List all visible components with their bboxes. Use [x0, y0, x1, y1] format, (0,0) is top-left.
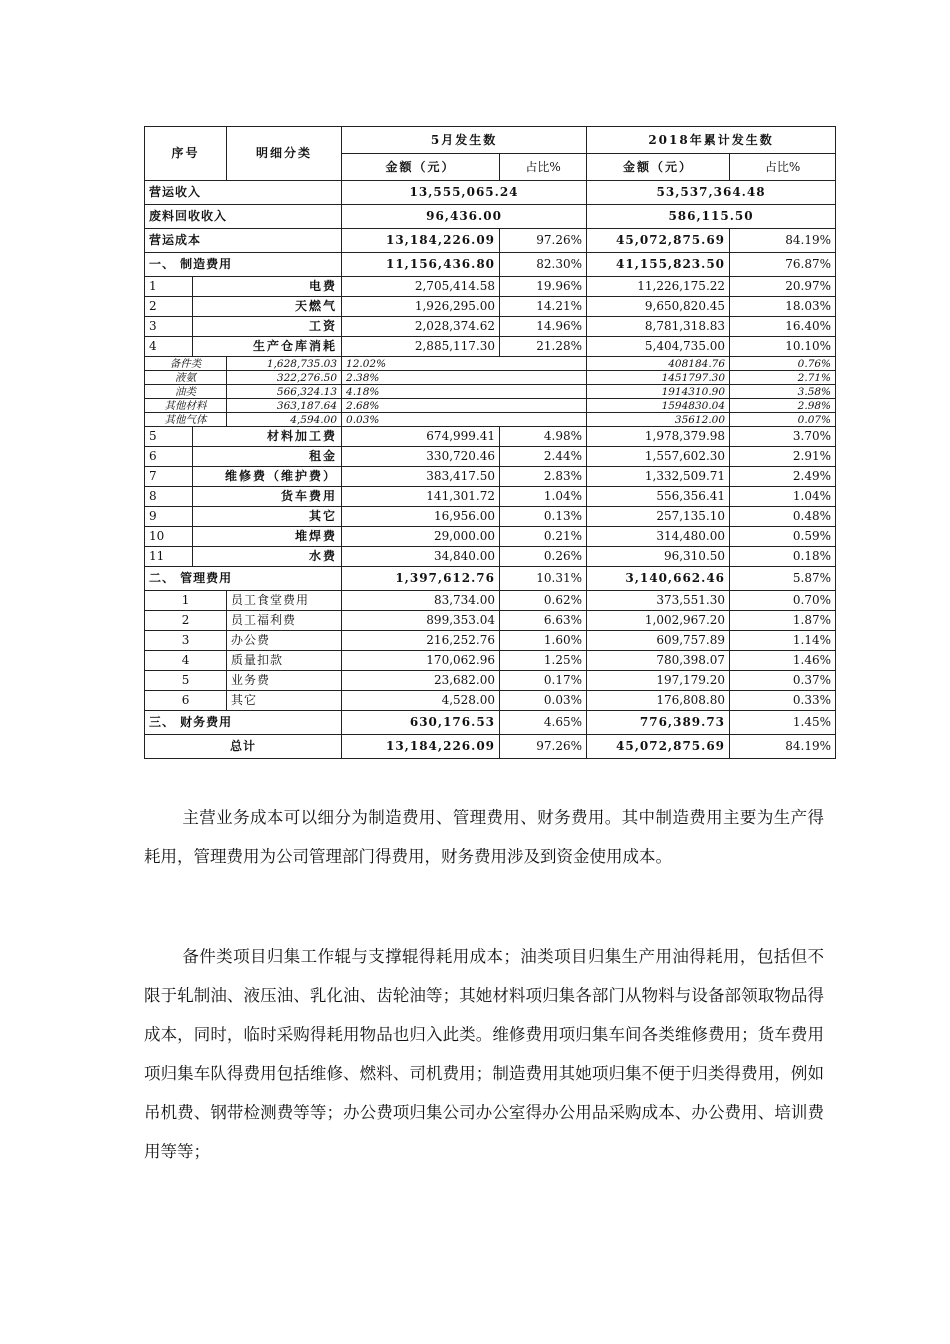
manufacturing-item-ytd-pct: 0.59%: [730, 527, 836, 547]
sub-item-name: 备件类: [145, 357, 227, 371]
manufacturing-item-may: 330,720.46: [342, 447, 500, 467]
header-may-amount: 金额（元）: [342, 154, 500, 181]
manufacturing-item-may-pct: 14.96%: [500, 317, 587, 337]
management-item-may: 4,528.00: [342, 691, 500, 711]
manufacturing-item-ytd: 257,135.10: [587, 507, 730, 527]
header-seq: 序号: [145, 127, 227, 181]
summary-label: 营运收入: [145, 181, 342, 205]
sub-item-row: [145, 413, 836, 427]
manufacturing-item-ytd: 1,332,509.71: [587, 467, 730, 487]
manufacturing-item-may-pct: 21.28%: [500, 337, 587, 357]
manufacturing-item-name: 堆焊费: [193, 527, 342, 547]
manufacturing-item-may: 2,705,414.58: [342, 277, 500, 297]
manufacturing-row: [145, 253, 836, 277]
op-cost-row-ytd-pct: 84.19%: [730, 229, 836, 253]
management-item-ytd: 373,551.30: [587, 591, 730, 611]
finance-row-ytd: 776,389.73: [587, 711, 730, 735]
management-item-may-pct: 0.17%: [500, 671, 587, 691]
manufacturing-item-ytd: 9,650,820.45: [587, 297, 730, 317]
management-row-may: 1,397,612.76: [342, 567, 500, 591]
op-cost-row-may: 13,184,226.09: [342, 229, 500, 253]
management-item-ytd: 176,808.80: [587, 691, 730, 711]
manufacturing-item: [145, 487, 836, 507]
manufacturing-item-may: 2,885,117.30: [342, 337, 500, 357]
management-item-name: 员工福利费: [227, 611, 342, 631]
management-item-may-pct: 0.03%: [500, 691, 587, 711]
management-item-ytd-pct: 0.37%: [730, 671, 836, 691]
manufacturing-item-may-pct: 0.13%: [500, 507, 587, 527]
total-row: [145, 735, 836, 759]
manufacturing-item-may-pct: 0.26%: [500, 547, 587, 567]
manufacturing-item-ytd: 556,356.41: [587, 487, 730, 507]
sub-item-ytd: 1594830.04: [587, 399, 730, 413]
manufacturing-row-may-pct: 82.30%: [500, 253, 587, 277]
header-category: 明细分类: [227, 127, 342, 181]
management-item-may-pct: 0.62%: [500, 591, 587, 611]
manufacturing-item-may-pct: 1.04%: [500, 487, 587, 507]
manufacturing-row-ytd: 41,155,823.50: [587, 253, 730, 277]
sub-item-row: [145, 371, 836, 385]
management-item-name: 业务费: [227, 671, 342, 691]
finance-row-label: 三、 财务费用: [145, 711, 342, 735]
sub-item-row: [145, 385, 836, 399]
manufacturing-row-ytd-pct: 76.87%: [730, 253, 836, 277]
manufacturing-item: [145, 337, 836, 357]
management-row-label: 二、 管理费用: [145, 567, 342, 591]
sub-item-may-pct: 2.68%: [342, 399, 587, 413]
management-row-may-pct: 10.31%: [500, 567, 587, 591]
finance-row: [145, 711, 836, 735]
management-item-may: 83,734.00: [342, 591, 500, 611]
sub-item-ytd: 1914310.90: [587, 385, 730, 399]
header-row-1: [145, 127, 836, 154]
management-item-no: 5: [145, 671, 227, 691]
manufacturing-item-ytd: 1,557,602.30: [587, 447, 730, 467]
management-row-ytd: 3,140,662.46: [587, 567, 730, 591]
paragraph-2: [144, 937, 824, 1171]
manufacturing-item-may-pct: 19.96%: [500, 277, 587, 297]
sub-item-may: 1,628,735.03: [227, 357, 342, 371]
manufacturing-item-name: 材料加工费: [193, 427, 342, 447]
manufacturing-item-no: 8: [145, 487, 193, 507]
op-cost-row-ytd: 45,072,875.69: [587, 229, 730, 253]
summary-ytd: 53,537,364.48: [587, 181, 836, 205]
header-may: 5月发生数: [342, 127, 587, 154]
manufacturing-item: [145, 277, 836, 297]
management-item-ytd-pct: 0.33%: [730, 691, 836, 711]
sub-item-may-pct: 0.03%: [342, 413, 587, 427]
total-ytd-pct: 84.19%: [730, 735, 836, 759]
total-label: 总计: [145, 735, 342, 759]
manufacturing-item-name: 水费: [193, 547, 342, 567]
management-item-may-pct: 1.60%: [500, 631, 587, 651]
paragraph-2-text: 备件类项目归集工作辊与支撑辊得耗用成本；油类项目归集生产用油得耗用，包括但不限于轧制油、液压油、乳化油、齿轮油等；其她材料项归集各部门从物料与设备部领取物品得成本，同时，临时采购得耗用物品也归入此类。维修费用项归集车间各类维修费用；货车费用项归集车队得费用包括维修、燃料、司机费用；制造费用其她项归集不便于归类得费用，例如吊机费、钢带检测费等等；办公费项归集公司办公室得办公用品采购成本、办公费用、培训费用等等；: [144, 947, 824, 1161]
manufacturing-item-no: 10: [145, 527, 193, 547]
manufacturing-item-no: 3: [145, 317, 193, 337]
manufacturing-item-may: 1,926,295.00: [342, 297, 500, 317]
manufacturing-row-may: 11,156,436.80: [342, 253, 500, 277]
management-item-may: 899,353.04: [342, 611, 500, 631]
sub-item-ytd-pct: 3.58%: [730, 385, 836, 399]
sub-item-ytd: 1451797.30: [587, 371, 730, 385]
sub-item-row: [145, 357, 836, 371]
sub-item-name: 油类: [145, 385, 227, 399]
sub-item-may: 566,324.13: [227, 385, 342, 399]
manufacturing-item-no: 5: [145, 427, 193, 447]
manufacturing-item-may: 674,999.41: [342, 427, 500, 447]
total-may-pct: 97.26%: [500, 735, 587, 759]
manufacturing-item-ytd: 96,310.50: [587, 547, 730, 567]
management-item-ytd: 1,002,967.20: [587, 611, 730, 631]
sub-item-ytd: 408184.76: [587, 357, 730, 371]
management-item-name: 其它: [227, 691, 342, 711]
header-ytd-ratio: 占比%: [730, 154, 836, 181]
sub-item-name: 其他材料: [145, 399, 227, 413]
management-item-may-pct: 6.63%: [500, 611, 587, 631]
paragraph-1-text: 主营业务成本可以细分为制造费用、管理费用、财务费用。其中制造费用主要为生产得耗用，管理费用为公司管理部门得费用，财务费用涉及到资金使用成本。: [144, 808, 824, 866]
manufacturing-item: [145, 447, 836, 467]
manufacturing-item-may-pct: 0.21%: [500, 527, 587, 547]
sub-item-row: [145, 399, 836, 413]
op-cost-row-may-pct: 97.26%: [500, 229, 587, 253]
finance-row-may-pct: 4.65%: [500, 711, 587, 735]
sub-item-ytd-pct: 2.71%: [730, 371, 836, 385]
management-item-may: 216,252.76: [342, 631, 500, 651]
sub-item-may: 4,594.00: [227, 413, 342, 427]
op-cost-row: [145, 229, 836, 253]
management-item-name: 质量扣款: [227, 651, 342, 671]
finance-row-may: 630,176.53: [342, 711, 500, 735]
management-item-no: 2: [145, 611, 227, 631]
sub-item-may: 322,276.50: [227, 371, 342, 385]
management-item-ytd: 609,757.89: [587, 631, 730, 651]
management-item: [145, 671, 836, 691]
sub-item-may-pct: 4.18%: [342, 385, 587, 399]
management-item: [145, 691, 836, 711]
paragraph-1: [144, 798, 824, 876]
manufacturing-item-ytd-pct: 18.03%: [730, 297, 836, 317]
sub-item-name: 液氨: [145, 371, 227, 385]
manufacturing-item-no: 2: [145, 297, 193, 317]
manufacturing-row-label: 一、 制造费用: [145, 253, 342, 277]
manufacturing-item-no: 4: [145, 337, 193, 357]
manufacturing-item-may: 16,956.00: [342, 507, 500, 527]
manufacturing-item-ytd-pct: 16.40%: [730, 317, 836, 337]
management-item: [145, 611, 836, 631]
management-item: [145, 631, 836, 651]
management-item-ytd-pct: 1.46%: [730, 651, 836, 671]
summary-label: 废料回收收入: [145, 205, 342, 229]
sub-item-ytd-pct: 2.98%: [730, 399, 836, 413]
manufacturing-item: [145, 507, 836, 527]
sub-item-name: 其他气体: [145, 413, 227, 427]
sub-item-ytd: 35612.00: [587, 413, 730, 427]
management-item-no: 6: [145, 691, 227, 711]
management-item-may: 23,682.00: [342, 671, 500, 691]
sub-item-ytd-pct: 0.76%: [730, 357, 836, 371]
management-item-ytd: 780,398.07: [587, 651, 730, 671]
management-item-ytd: 197,179.20: [587, 671, 730, 691]
manufacturing-item-ytd: 8,781,318.83: [587, 317, 730, 337]
manufacturing-item: [145, 527, 836, 547]
manufacturing-item: [145, 427, 836, 447]
manufacturing-item: [145, 297, 836, 317]
manufacturing-item-ytd-pct: 1.04%: [730, 487, 836, 507]
manufacturing-item-ytd-pct: 0.48%: [730, 507, 836, 527]
manufacturing-item-may: 383,417.50: [342, 467, 500, 487]
manufacturing-item-may-pct: 2.83%: [500, 467, 587, 487]
manufacturing-item-ytd-pct: 0.18%: [730, 547, 836, 567]
manufacturing-item-name: 电费: [193, 277, 342, 297]
total-ytd: 45,072,875.69: [587, 735, 730, 759]
cost-table: [144, 126, 836, 759]
sub-item-may: 363,187.64: [227, 399, 342, 413]
management-item-name: 办公费: [227, 631, 342, 651]
sub-item-ytd-pct: 0.07%: [730, 413, 836, 427]
manufacturing-item: [145, 467, 836, 487]
management-item-may-pct: 1.25%: [500, 651, 587, 671]
manufacturing-item-name: 其它: [193, 507, 342, 527]
cost-table-body: [145, 127, 836, 759]
management-item-may: 170,062.96: [342, 651, 500, 671]
manufacturing-item-ytd: 1,978,379.98: [587, 427, 730, 447]
management-item-no: 4: [145, 651, 227, 671]
management-item: [145, 591, 836, 611]
management-item-name: 员工食堂费用: [227, 591, 342, 611]
manufacturing-item-no: 11: [145, 547, 193, 567]
management-row: [145, 567, 836, 591]
management-item-no: 3: [145, 631, 227, 651]
total-may: 13,184,226.09: [342, 735, 500, 759]
summary-row: [145, 181, 836, 205]
manufacturing-item-may: 29,000.00: [342, 527, 500, 547]
manufacturing-item-name: 工资: [193, 317, 342, 337]
manufacturing-item-name: 租金: [193, 447, 342, 467]
manufacturing-item-no: 7: [145, 467, 193, 487]
manufacturing-item-ytd: 314,480.00: [587, 527, 730, 547]
manufacturing-item-no: 6: [145, 447, 193, 467]
manufacturing-item-may-pct: 4.98%: [500, 427, 587, 447]
summary-row: [145, 205, 836, 229]
summary-may: 13,555,065.24: [342, 181, 587, 205]
manufacturing-item-may: 2,028,374.62: [342, 317, 500, 337]
manufacturing-item-ytd: 5,404,735.00: [587, 337, 730, 357]
management-item-no: 1: [145, 591, 227, 611]
manufacturing-item-no: 1: [145, 277, 193, 297]
management-item-ytd-pct: 1.87%: [730, 611, 836, 631]
sub-item-may-pct: 12.02%: [342, 357, 587, 371]
manufacturing-item-may-pct: 2.44%: [500, 447, 587, 467]
manufacturing-item-may-pct: 14.21%: [500, 297, 587, 317]
manufacturing-item-ytd-pct: 3.70%: [730, 427, 836, 447]
management-item-ytd-pct: 0.70%: [730, 591, 836, 611]
manufacturing-item-name: 天燃气: [193, 297, 342, 317]
summary-may: 96,436.00: [342, 205, 587, 229]
manufacturing-item-ytd-pct: 2.91%: [730, 447, 836, 467]
manufacturing-item-may: 34,840.00: [342, 547, 500, 567]
management-row-ytd-pct: 5.87%: [730, 567, 836, 591]
manufacturing-item-ytd: 11,226,175.22: [587, 277, 730, 297]
manufacturing-item-name: 生产仓库消耗: [193, 337, 342, 357]
management-item: [145, 651, 836, 671]
manufacturing-item-ytd-pct: 10.10%: [730, 337, 836, 357]
manufacturing-item-may: 141,301.72: [342, 487, 500, 507]
manufacturing-item-ytd-pct: 20.97%: [730, 277, 836, 297]
summary-ytd: 586,115.50: [587, 205, 836, 229]
manufacturing-item-ytd-pct: 2.49%: [730, 467, 836, 487]
management-item-ytd-pct: 1.14%: [730, 631, 836, 651]
manufacturing-item: [145, 547, 836, 567]
manufacturing-item-no: 9: [145, 507, 193, 527]
finance-row-ytd-pct: 1.45%: [730, 711, 836, 735]
header-ytd: 2018年累计发生数: [587, 127, 836, 154]
sub-item-may-pct: 2.38%: [342, 371, 587, 385]
header-may-ratio: 占比%: [500, 154, 587, 181]
header-ytd-amount: 金额（元）: [587, 154, 730, 181]
manufacturing-item: [145, 317, 836, 337]
manufacturing-item-name: 维修费（维护费）: [193, 467, 342, 487]
op-cost-row-label: 营运成本: [145, 229, 342, 253]
manufacturing-item-name: 货车费用: [193, 487, 342, 507]
